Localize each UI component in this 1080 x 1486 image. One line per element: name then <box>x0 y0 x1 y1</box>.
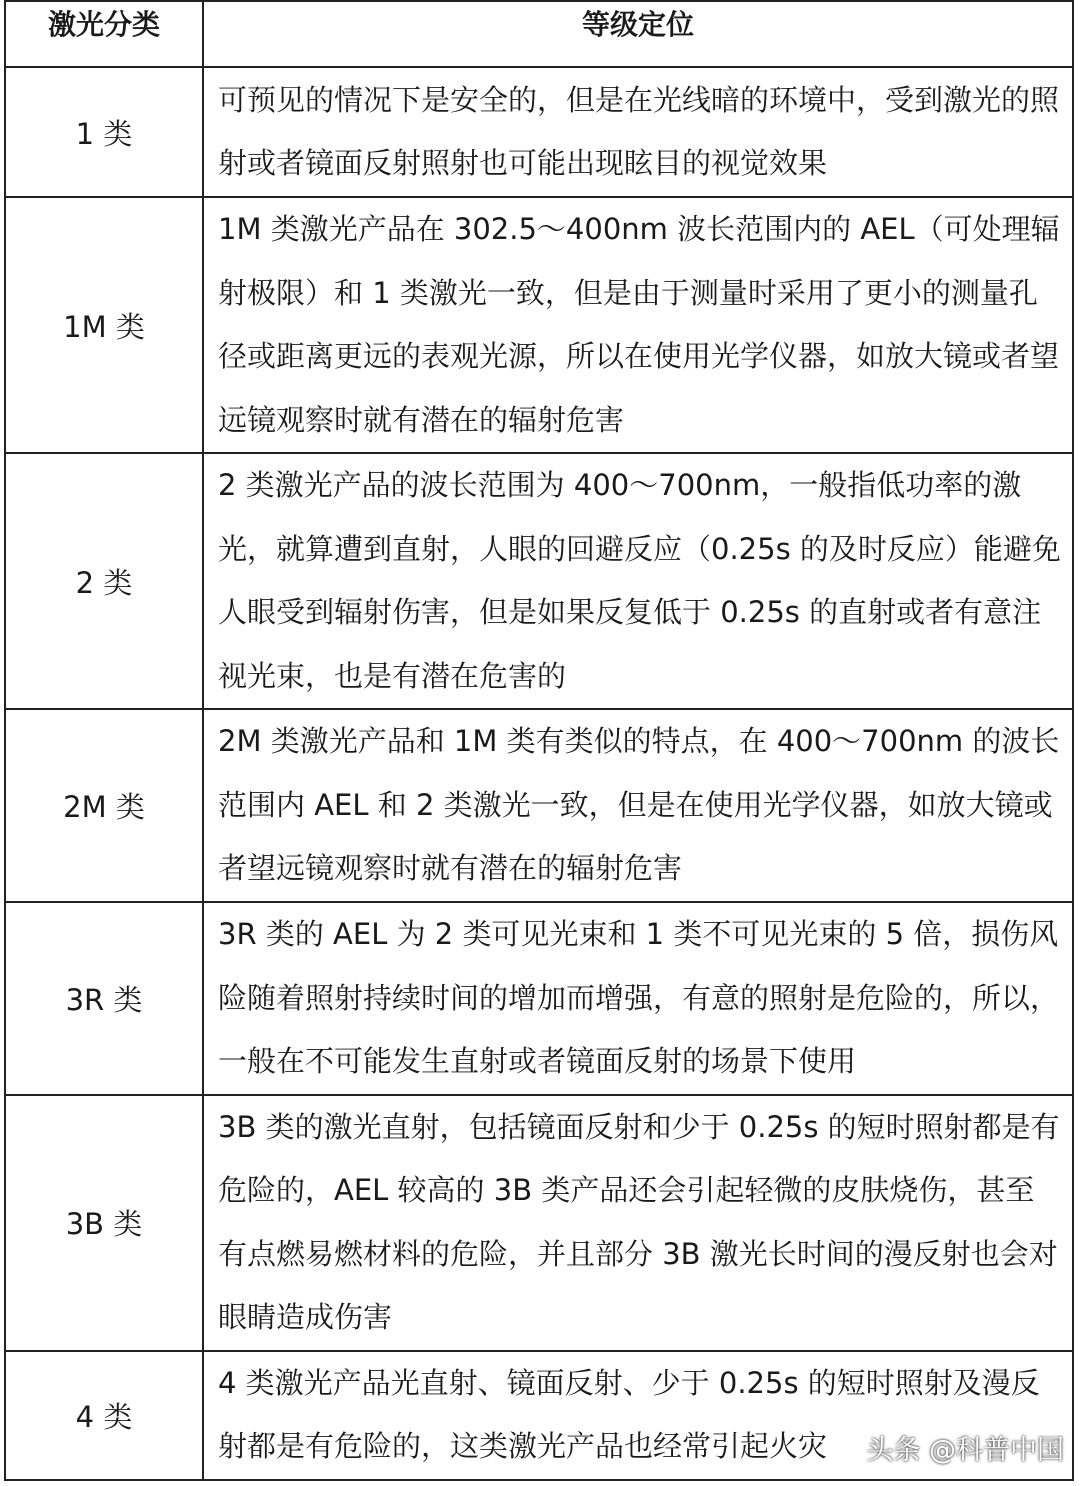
header-laser-class: 激光分类 <box>5 1 203 67</box>
laser-classification-table <box>4 0 1074 1481</box>
description-cell: 1M 类激光产品在 302.5～400nm 波长范围内的 AEL（可处理辐射极限）和 1 类激光一致，但是由于测量时采用了更小的测量孔径或距离更远的表观光源，所以在使用光学仪器，如放大镜或者望远镜观察时就有潜在的辐射危害 <box>203 197 1073 453</box>
class-cell: 1M 类 <box>5 197 203 453</box>
class-cell: 2M 类 <box>5 709 203 902</box>
table-row <box>5 197 1073 453</box>
class-cell: 1 类 <box>5 67 203 197</box>
class-cell: 4 类 <box>5 1351 203 1480</box>
header-level-position: 等级定位 <box>203 1 1073 67</box>
class-cell: 2 类 <box>5 453 203 709</box>
description-cell: 3R 类的 AEL 为 2 类可见光束和 1 类不可见光束的 5 倍，损伤风险随着照射持续时间的增加而增强，有意的照射是危险的，所以，一般在不可能发生直射或者镜面反射的场景下使用 <box>203 902 1073 1095</box>
source-watermark: 头条 @科普中国 <box>866 1435 1064 1466</box>
description-cell: 4 类激光产品光直射、镜面反射、少于 0.25s 的短时照射及漫反射都是有危险的，这类激光产品也经常引起火灾 <box>203 1351 1073 1480</box>
table-row <box>5 902 1073 1095</box>
table-header-row <box>5 1 1073 67</box>
table-row <box>5 67 1073 197</box>
table-row <box>5 709 1073 902</box>
class-cell: 3B 类 <box>5 1095 203 1351</box>
table-row <box>5 453 1073 709</box>
table-row <box>5 1095 1073 1351</box>
description-cell: 3B 类的激光直射，包括镜面反射和少于 0.25s 的短时照射都是有危险的，AEL 较高的 3B 类产品还会引起轻微的皮肤烧伤，甚至有点燃易燃材料的危险，并且部分 3B 激光长时间的漫反射也会对眼睛造成伤害 <box>203 1095 1073 1351</box>
description-cell: 可预见的情况下是安全的，但是在光线暗的环境中，受到激光的照射或者镜面反射照射也可能出现眩目的视觉效果 <box>203 67 1073 197</box>
description-cell: 2 类激光产品的波长范围为 400～700nm，一般指低功率的激光，就算遭到直射，人眼的回避反应（0.25s 的及时反应）能避免人眼受到辐射伤害，但是如果反复低于 0.25s 的直射或者有意注视光束，也是有潜在危害的 <box>203 453 1073 709</box>
description-cell: 2M 类激光产品和 1M 类有类似的特点，在 400～700nm 的波长范围内 AEL 和 2 类激光一致，但是在使用光学仪器，如放大镜或者望远镜观察时就有潜在的辐射危害 <box>203 709 1073 902</box>
class-cell: 3R 类 <box>5 902 203 1095</box>
